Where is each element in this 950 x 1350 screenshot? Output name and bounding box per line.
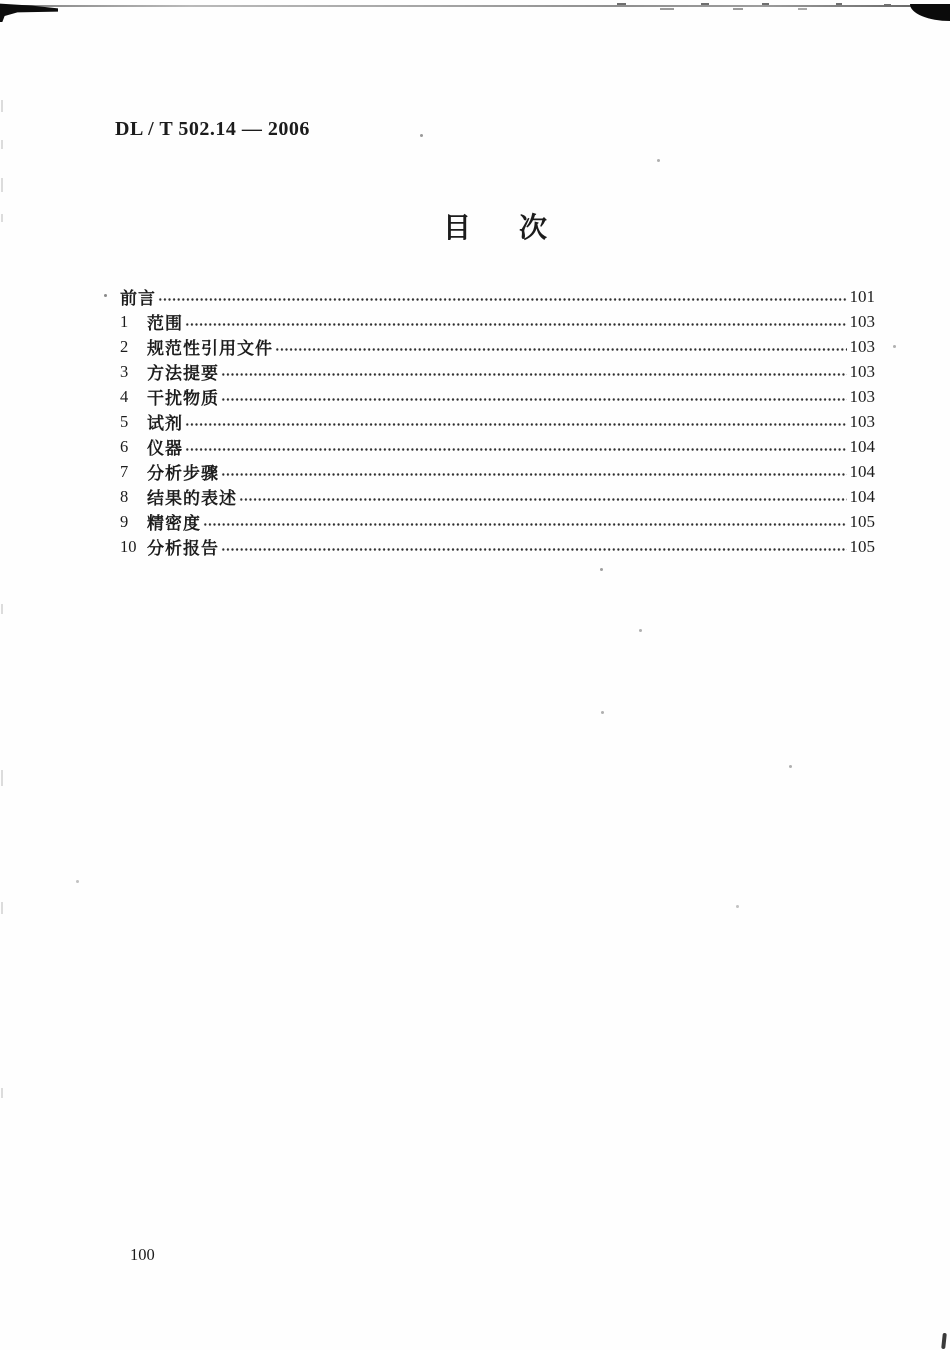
dot-leader — [185, 409, 847, 434]
toc-entry-number: 5 — [120, 411, 129, 431]
scan-speck — [657, 159, 660, 162]
toc-entry-foreword — [120, 284, 875, 309]
toc-entry-label: 试剂 — [147, 414, 183, 433]
scan-dash — [884, 4, 891, 6]
toc-entry-page: 105 — [849, 511, 875, 531]
dot-leader — [185, 309, 847, 334]
toc-entry-label: 规范性引用文件 — [147, 339, 273, 358]
toc-entry-page: 103 — [849, 361, 875, 381]
toc-entry-label: 干扰物质 — [147, 389, 219, 408]
dot-leader — [239, 484, 847, 509]
scan-edge-mark — [1, 604, 3, 614]
toc-entry-10 — [120, 534, 875, 559]
dot-leader — [158, 284, 847, 309]
scan-speck — [639, 629, 642, 632]
scan-edge-mark — [1, 178, 3, 192]
scan-dash — [660, 8, 674, 10]
scan-top-edge-line — [0, 5, 950, 7]
toc-entry-9 — [120, 509, 875, 534]
scan-speck — [893, 345, 896, 348]
scan-edge-mark — [1, 100, 3, 112]
toc-entry-number: 4 — [120, 386, 129, 406]
scan-dash — [762, 3, 769, 5]
toc-entry-page: 101 — [849, 286, 875, 306]
page-number: 100 — [130, 1245, 155, 1264]
page-title: 目次 — [442, 212, 595, 243]
dot-leader — [221, 384, 847, 409]
scan-edge-mark — [1, 770, 3, 786]
toc-entry-label: 精密度 — [147, 514, 201, 533]
toc-entry-label: 方法提要 — [147, 364, 219, 383]
toc-entry-1 — [120, 309, 875, 334]
dot-leader — [221, 359, 847, 384]
toc-entry-4 — [120, 384, 875, 409]
toc-entry-label: 分析步骤 — [147, 464, 219, 483]
scan-edge-mark — [1, 1088, 3, 1098]
scan-dash — [798, 8, 807, 10]
toc-entry-label: 结果的表述 — [147, 489, 237, 508]
toc-entry-number: 2 — [120, 336, 129, 356]
toc-entry-label: 前言 — [120, 289, 156, 308]
scan-speck — [789, 765, 792, 768]
scan-dash — [836, 3, 842, 5]
scan-dash — [617, 3, 626, 5]
scan-edge-mark — [1, 902, 3, 914]
toc-entry-number: 1 — [120, 311, 129, 331]
toc-title-container — [0, 206, 950, 246]
scan-speck — [600, 568, 603, 571]
scan-speck — [420, 134, 423, 137]
toc-entry-7 — [120, 459, 875, 484]
scan-dash — [701, 3, 709, 5]
dot-leader — [275, 334, 847, 359]
toc-entry-8 — [120, 484, 875, 509]
toc-entry-number: 3 — [120, 361, 129, 381]
scan-corner-mark-top-right — [910, 4, 950, 21]
scan-speck — [601, 711, 604, 714]
toc-entry-label: 范围 — [147, 314, 183, 333]
standard-code: DL / T 502.14 — 2006 — [115, 118, 310, 140]
dot-leader — [203, 509, 847, 534]
toc-entry-page: 105 — [849, 536, 875, 556]
toc-entry-label: 仪器 — [147, 439, 183, 458]
toc-entry-page: 103 — [849, 311, 875, 331]
scan-dash — [733, 8, 743, 10]
dot-leader — [221, 534, 847, 559]
scan-edge-mark — [1, 140, 3, 149]
toc-entry-number: 8 — [120, 486, 129, 506]
toc-entry-number: 10 — [120, 536, 137, 556]
toc-entry-3 — [120, 359, 875, 384]
toc-list — [120, 284, 875, 559]
toc-entry-page: 104 — [849, 486, 875, 506]
dot-leader — [221, 459, 847, 484]
toc-entry-6 — [120, 434, 875, 459]
toc-entry-page: 104 — [849, 461, 875, 481]
toc-entry-page: 103 — [849, 411, 875, 431]
toc-entry-page: 103 — [849, 386, 875, 406]
toc-entry-5 — [120, 409, 875, 434]
scan-speck — [76, 880, 79, 883]
scan-mark-bottom-right — [941, 1333, 947, 1349]
toc-entry-2 — [120, 334, 875, 359]
toc-entry-number: 7 — [120, 461, 129, 481]
toc-entry-label: 分析报告 — [147, 539, 219, 558]
toc-entry-page: 104 — [849, 436, 875, 456]
dot-leader — [185, 434, 847, 459]
toc-entry-number: 9 — [120, 511, 129, 531]
toc-entry-number: 6 — [120, 436, 129, 456]
toc-entry-page: 103 — [849, 336, 875, 356]
scan-speck — [736, 905, 739, 908]
scan-speck — [104, 294, 107, 297]
